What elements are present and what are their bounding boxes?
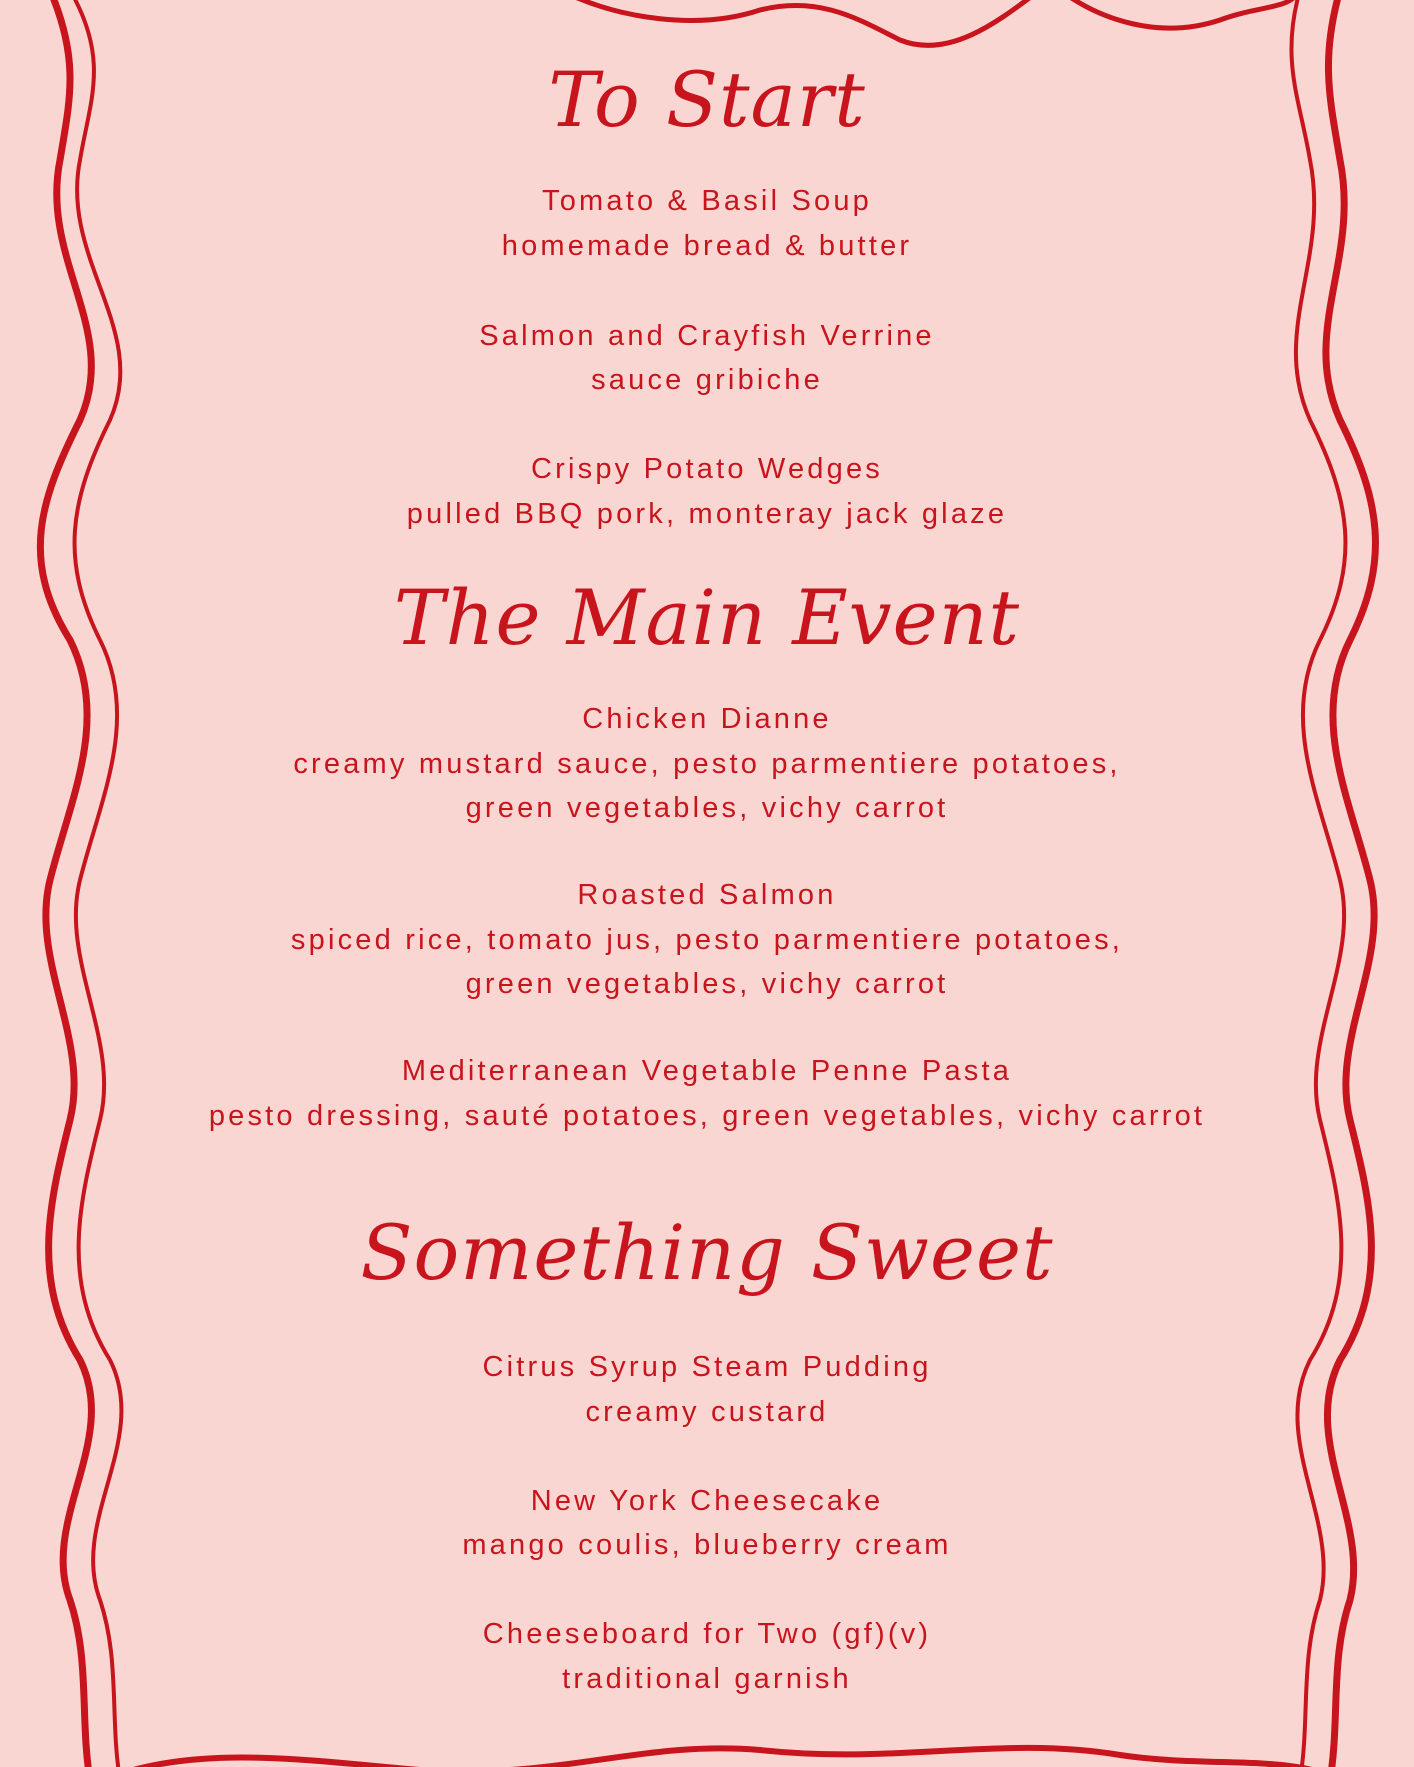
menu-item-name: Cheeseboard for Two (gf)(v) bbox=[482, 1618, 932, 1650]
menu-item-name: Crispy Potato Wedges bbox=[531, 453, 883, 485]
menu-item-description: green vegetables, vichy carrot bbox=[465, 968, 949, 1000]
menu-item-description: pulled BBQ pork, monteray jack glaze bbox=[406, 498, 1008, 530]
menu-item-description: traditional garnish bbox=[562, 1663, 852, 1695]
menu-item-name: New York Cheesecake bbox=[530, 1485, 884, 1517]
menu-item-name: Citrus Syrup Steam Pudding bbox=[482, 1351, 932, 1383]
menu-item-description: spiced rice, tomato jus, pesto parmentiere potatoes, bbox=[290, 924, 1124, 956]
menu-item-name: Mediterranean Vegetable Penne Pasta bbox=[401, 1055, 1013, 1087]
menu-item-name: Tomato & Basil Soup bbox=[542, 185, 872, 217]
menu-item-name: Roasted Salmon bbox=[577, 879, 837, 911]
menu-item-description: sauce gribiche bbox=[591, 364, 823, 396]
menu-item-description: homemade bread & butter bbox=[501, 230, 913, 262]
bottom-wave bbox=[80, 1748, 1360, 1767]
menu-item-description: mango coulis, blueberry cream bbox=[462, 1529, 952, 1561]
section-heading-main-event: The Main Event bbox=[393, 573, 1021, 662]
menu-item-description: creamy mustard sauce, pesto parmentiere potatoes, bbox=[293, 748, 1121, 780]
menu-item-description: green vegetables, vichy carrot bbox=[465, 792, 949, 824]
menu-item-description: creamy custard bbox=[585, 1396, 829, 1428]
section-heading-something-sweet: Something Sweet bbox=[360, 1208, 1054, 1297]
menu-item-name: Chicken Dianne bbox=[582, 703, 832, 735]
top-wave bbox=[560, 0, 1040, 45]
menu-item-description: pesto dressing, sauté potatoes, green vegetables, vichy carrot bbox=[208, 1100, 1206, 1132]
section-heading-to-start: To Start bbox=[548, 55, 866, 144]
top-wave-right bbox=[1060, 0, 1300, 28]
menu-item-name: Salmon and Crayfish Verrine bbox=[479, 320, 935, 352]
